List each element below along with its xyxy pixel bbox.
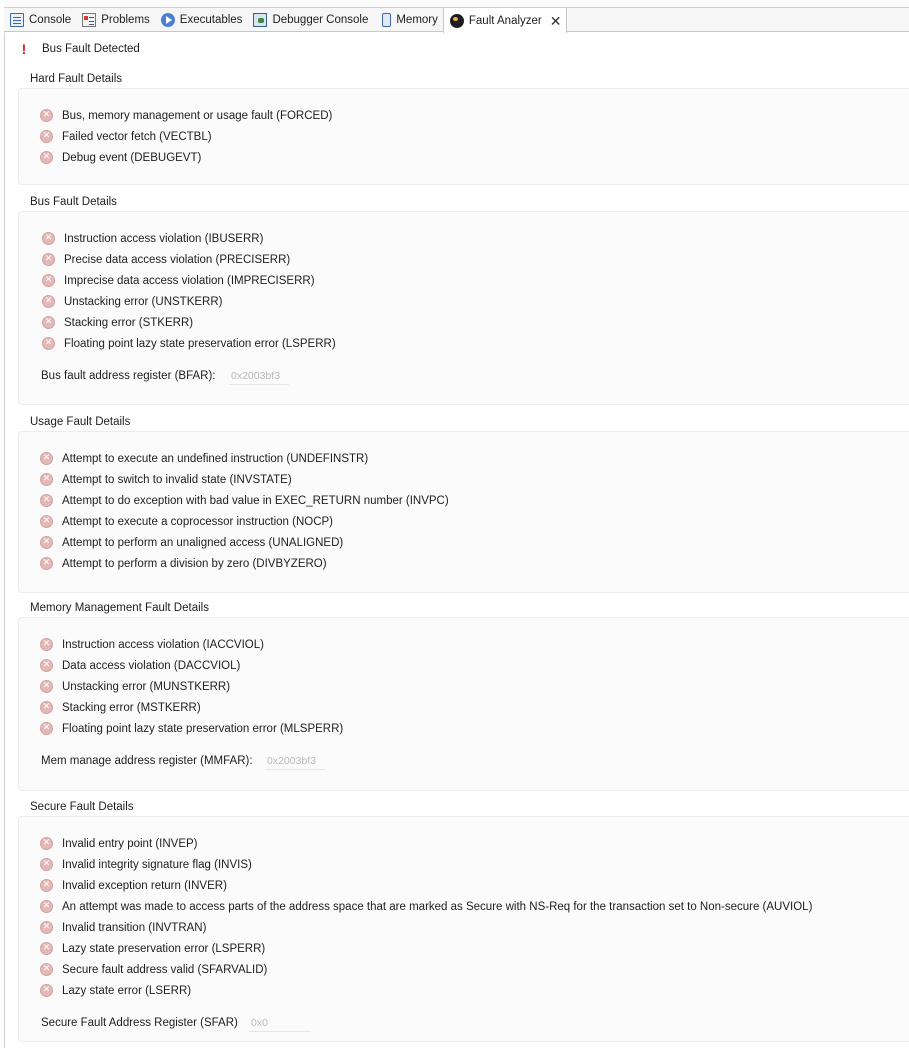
tab-memory[interactable] [373, 8, 443, 32]
fault-flag-label: Stacking error (STKERR) [64, 316, 194, 329]
list-item [40, 879, 227, 892]
inactive-fault-icon: ✕ [42, 316, 55, 329]
hard-fault-title: Hard Fault Details [30, 73, 123, 85]
tab-debugger-console[interactable] [247, 8, 373, 32]
inactive-fault-icon: ✕ [40, 515, 53, 528]
fault-alert-text: Bus Fault Detected [42, 43, 140, 55]
fault-flag-label: Precise data access violation (PRECISERR) [64, 253, 291, 266]
inactive-fault-icon: ✕ [40, 536, 53, 549]
fault-flag-label: Invalid transition (INVTRAN) [62, 921, 207, 934]
list-item [40, 473, 292, 486]
close-icon[interactable]: ✕ [549, 12, 562, 29]
inactive-fault-icon: ✕ [42, 337, 55, 350]
tab-label: Problems [101, 14, 150, 26]
fault-flag-label: Invalid integrity signature flag (INVIS) [62, 858, 252, 871]
fault-flag-label: Attempt to execute an undefined instruction (UNDEFINSTR) [62, 452, 369, 465]
bus-fault-group [18, 211, 909, 405]
list-item [40, 452, 368, 465]
fault-flag-label: Instruction access violation (IBUSERR) [64, 232, 264, 245]
list-item [40, 659, 240, 672]
tab-label: Fault Analyzer [468, 14, 542, 27]
problems-icon [82, 13, 96, 27]
secure-fault-title: Secure Fault Details [30, 801, 134, 813]
list-item [40, 515, 333, 528]
list-item [40, 557, 327, 570]
list-item [40, 722, 343, 735]
inactive-fault-icon: ✕ [42, 295, 55, 308]
fault-flag-label: Attempt to do exception with bad value in EXEC_RETURN number (INVPC) [62, 494, 449, 507]
tab-label: Debugger Console [272, 14, 369, 26]
list-item [40, 638, 264, 651]
mem-fault-title: Memory Management Fault Details [30, 602, 209, 614]
mmfar-label: Mem manage address register (MMFAR): [41, 755, 253, 767]
secure-fault-group [18, 816, 909, 1042]
fault-flag-label: Attempt to perform an unaligned access (UNALIGNED) [62, 536, 344, 549]
fault-flag-label: Imprecise data access violation (IMPRECISERR) [64, 274, 315, 287]
fault-flag-label: Unstacking error (UNSTKERR) [64, 295, 223, 308]
fault-flag-label: Floating point lazy state preservation error (LSPERR) [64, 337, 336, 350]
fault-flag-label: Data access violation (DACCVIOL) [62, 659, 241, 672]
memory-icon [382, 13, 391, 27]
list-item [40, 680, 230, 693]
list-item [40, 900, 812, 913]
tab-label: Executables [179, 14, 243, 26]
list-item [42, 232, 263, 245]
tab-label: Memory [396, 14, 438, 26]
fault-flag-label: Lazy state error (LSERR) [62, 984, 192, 997]
fault-flag-label: Stacking error (MSTKERR) [62, 701, 201, 714]
fault-alert [19, 41, 140, 57]
inactive-fault-icon: ✕ [40, 557, 53, 570]
inactive-fault-icon: ✕ [40, 879, 53, 892]
console-icon [10, 13, 24, 27]
list-item [40, 984, 191, 997]
mmfar-field[interactable]: 0x2003bf3 [265, 753, 325, 770]
fault-flag-label: Attempt to execute a coprocessor instruction (NOCP) [62, 515, 333, 528]
window-top-edge [4, 0, 909, 8]
usage-fault-group [18, 431, 909, 593]
fault-flag-label: Attempt to perform a division by zero (DIVBYZERO) [62, 557, 327, 570]
list-item [40, 536, 343, 549]
list-item [40, 130, 212, 143]
view-tab-bar [4, 8, 909, 32]
inactive-fault-icon: ✕ [40, 984, 53, 997]
list-item [42, 253, 290, 266]
inactive-fault-icon: ✕ [40, 680, 53, 693]
inactive-fault-icon: ✕ [40, 837, 53, 850]
bfar-label: Bus fault address register (BFAR): [41, 370, 216, 382]
list-item [42, 274, 315, 287]
fault-flag-label: Secure fault address valid (SFARVALID) [62, 963, 268, 976]
tab-label: Console [29, 14, 72, 26]
inactive-fault-icon: ✕ [40, 722, 53, 735]
fault-flag-label: Bus, memory management or usage fault (FORCED) [62, 109, 333, 122]
inactive-fault-icon: ✕ [40, 494, 53, 507]
inactive-fault-icon: ✕ [40, 638, 53, 651]
usage-fault-title: Usage Fault Details [30, 416, 131, 428]
executables-icon [161, 13, 175, 27]
inactive-fault-icon: ✕ [40, 858, 53, 871]
list-item [40, 858, 252, 871]
fault-flag-label: Instruction access violation (IACCVIOL) [62, 638, 264, 651]
fault-analyzer-icon [450, 14, 464, 28]
tab-console[interactable] [4, 8, 76, 32]
inactive-fault-icon: ✕ [42, 232, 55, 245]
inactive-fault-icon: ✕ [40, 659, 53, 672]
fault-flag-label: Lazy state preservation error (LSPERR) [62, 942, 266, 955]
list-item [40, 837, 198, 850]
sfar-field[interactable]: 0x0 [249, 1015, 311, 1032]
inactive-fault-icon: ✕ [40, 942, 53, 955]
fault-flag-label: Invalid entry point (INVEP) [62, 837, 198, 850]
inactive-fault-icon: ✕ [40, 151, 53, 164]
debugger-console-icon [253, 13, 267, 27]
list-item [40, 494, 449, 507]
list-item [40, 151, 201, 164]
fault-flag-label: An attempt was made to access parts of the address space that are marked as Secure with NS-Req for the transaction set to Non-secure (AUVIOL) [62, 900, 813, 913]
fault-flag-label: Failed vector fetch (VECTBL) [62, 130, 212, 143]
inactive-fault-icon: ✕ [40, 109, 53, 122]
list-item [42, 337, 336, 350]
inactive-fault-icon: ✕ [40, 963, 53, 976]
inactive-fault-icon: ✕ [42, 274, 55, 287]
list-item [40, 963, 267, 976]
sfar-label: Secure Fault Address Register (SFAR) [41, 1017, 238, 1029]
error-icon: ! [21, 41, 27, 57]
list-item [42, 295, 222, 308]
fault-flag-label: Invalid exception return (INVER) [62, 879, 227, 892]
fault-flag-label: Attempt to switch to invalid state (INVSTATE) [62, 473, 292, 486]
tab-fault-analyzer[interactable] [443, 8, 568, 33]
list-item [40, 109, 332, 122]
fault-flag-label: Debug event (DEBUGEVT) [62, 151, 202, 164]
bfar-field[interactable]: 0x2003bf3 [229, 368, 289, 385]
list-item [40, 701, 201, 714]
list-item [40, 942, 265, 955]
list-item [42, 316, 193, 329]
inactive-fault-icon: ✕ [40, 900, 53, 913]
mem-fault-group [18, 617, 909, 791]
tab-executables[interactable] [155, 8, 248, 32]
inactive-fault-icon: ✕ [40, 130, 53, 143]
hard-fault-group [18, 88, 909, 185]
inactive-fault-icon: ✕ [40, 452, 53, 465]
inactive-fault-icon: ✕ [40, 921, 53, 934]
tab-problems[interactable] [76, 8, 155, 32]
inactive-fault-icon: ✕ [40, 473, 53, 486]
bus-fault-title: Bus Fault Details [30, 196, 117, 208]
fault-flag-label: Floating point lazy state preservation error (MLSPERR) [62, 722, 344, 735]
fault-flag-label: Unstacking error (MUNSTKERR) [62, 680, 231, 693]
inactive-fault-icon: ✕ [40, 701, 53, 714]
inactive-fault-icon: ✕ [42, 253, 55, 266]
list-item [40, 921, 206, 934]
